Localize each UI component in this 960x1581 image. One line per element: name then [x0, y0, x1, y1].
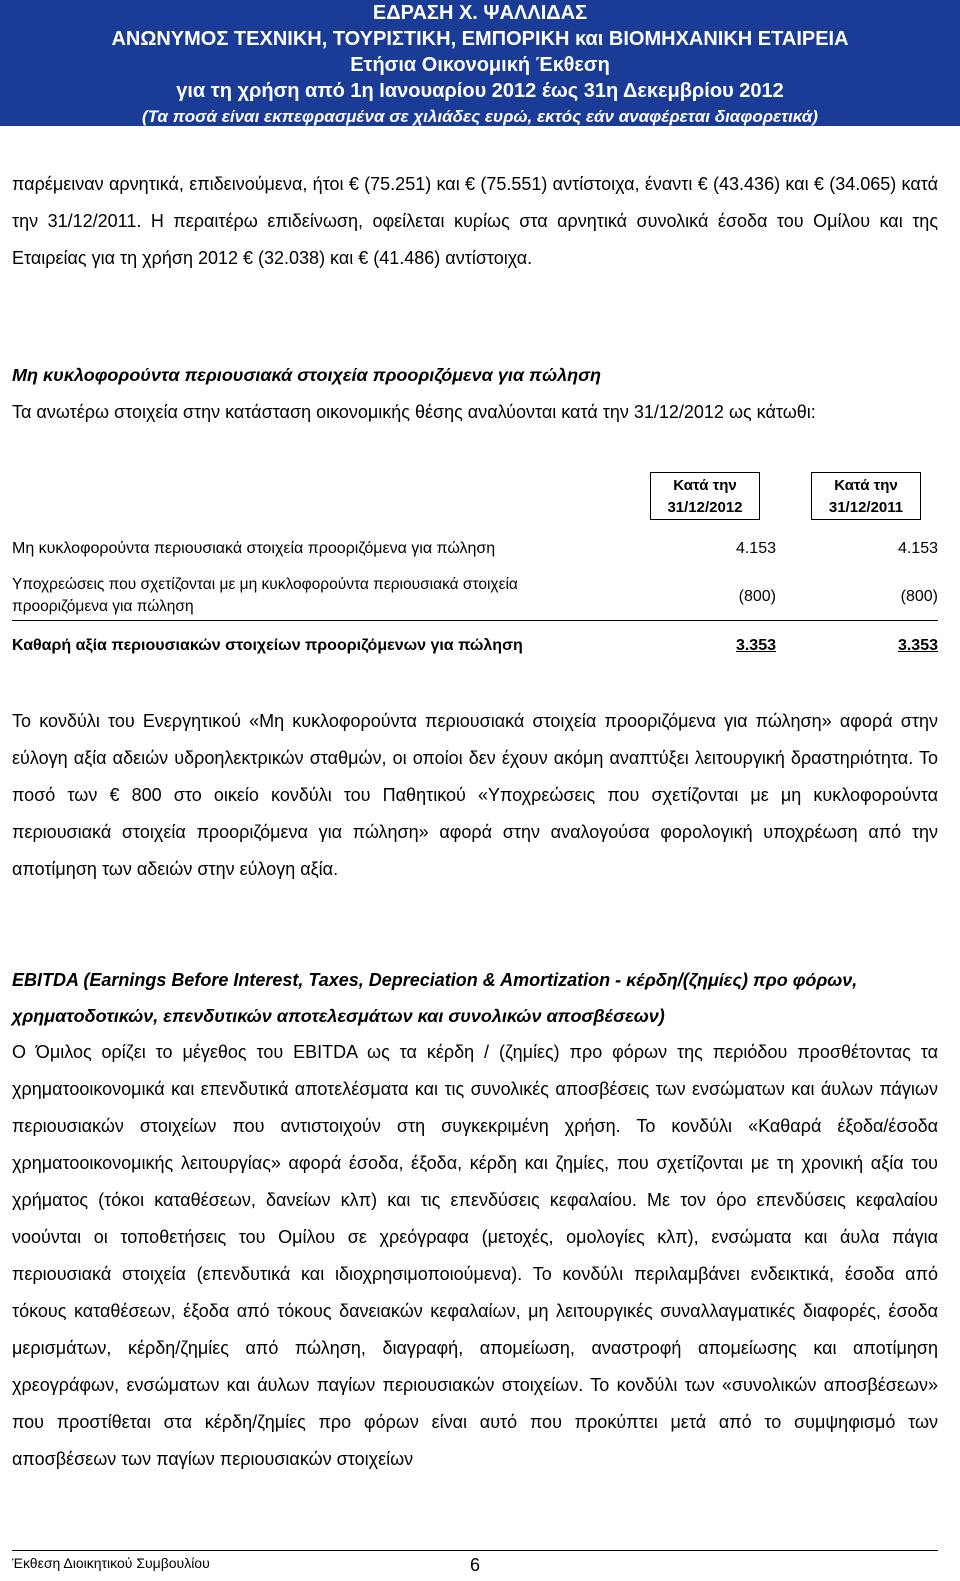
section-1-title: Μη κυκλοφορούντα περιουσιακά στοιχεία προοριζόμενα για πώληση: [12, 365, 602, 385]
section-1-intro: Τα ανωτέρω στοιχεία στην κατάσταση οικονομικής θέσης αναλύονται κατά την 31/12/2012 ως κάτωθι:: [12, 402, 816, 422]
paragraph-2: Το κονδύλι του Ενεργητικού «Μη κυκλοφορούντα περιουσιακά στοιχεία προοριζόμενα για πώληση» αφορά στην εύλογη αξία αδειών υδροηλεκτρικών σταθμών, οι οποίοι δεν έχουν ακόμη αναπτύξει λειτουργική δραστηριότητα. Το ποσό των € 800 στο οικείο κονδύλι του Παθητικού «Υποχρεώσεις που σχετίζονται με μη κυκλοφορούντα περιουσιακά στοιχεία προοριζόμενα για πώληση» αφορά στην αναλογούσα φορολογική υποχρέωση από την αποτίμηση των αδειών στην εύλογη αξία.: [12, 711, 938, 879]
page-footer: [12, 1550, 938, 1581]
company-type: ΑΝΩΝΥΜΟΣ ΤΕΧΝΙΚΗ, ΤΟΥΡΙΣΤΙΚΗ, ΕΜΠΟΡΙΚΗ και ΒΙΟΜΗΧΑΝΙΚΗ ΕΤΑΙΡΕΙΑ: [111, 28, 849, 50]
table-row: [12, 576, 938, 621]
company-name: ΕΔΡΑΣΗ Χ. ΨΑΛΛΙΔΑΣ: [372, 2, 588, 24]
row-value-2011: 4.153: [897, 540, 938, 557]
row-value-2012: 3.353: [735, 637, 776, 654]
report-period: για τη χρήση από 1η Ιανουαρίου 2012 έως 31η Δεκεμβρίου 2012: [176, 80, 784, 102]
section-2-block: [12, 962, 938, 1478]
column-header-2012: [650, 472, 760, 520]
row-label: Μη κυκλοφορούντα περιουσιακά στοιχεία προοριζόμενα για πώληση: [12, 540, 496, 557]
column-header-2012-line1: Κατά την: [673, 477, 737, 494]
row-label-line1: Υποχρεώσεις που σχετίζονται με μη κυκλοφορούντα περιουσιακά στοιχεία: [12, 576, 518, 593]
row-value-2012: (800): [738, 588, 776, 605]
document-header: [0, 0, 960, 126]
row-value-2011: 3.353: [897, 637, 938, 654]
paragraph-1: παρέμειναν αρνητικά, επιδεινούμενα, ήτοι € (75.251) και € (75.551) αντίστοιχα, έναντι € (43.436) και € (34.065) κατά την 31/12/2011. Η περαιτέρω επιδείνωση, οφείλεται κυρίως στα αρνητικά συνολικά έσοδα του Ομίλου και της Εταιρείας για τη χρήση 2012 € (32.038) και € (41.486) αντίστοιχα.: [12, 174, 938, 268]
row-value-2012: 4.153: [735, 540, 776, 557]
footer-title: Έκθεση Διοικητικού Συμβουλίου: [12, 1555, 210, 1571]
assets-held-for-sale-table: [12, 472, 938, 672]
paragraph-3: Ο Όμιλος ορίζει το μέγεθος του EBITDA ως τα κέρδη / (ζημίες) προ φόρων της περιόδου προσθέτοντας τα χρηματοοικονομικά και επενδυτικά αποτελέσματα και τις συνολικές αποσβέσεις των ενσώματων και άυλων πάγιων περιουσιακών στοιχείων που αντιστοιχούν στη συγκεκριμένη χρήση. Το κονδύλι «Καθαρά έξοδα/έσοδα χρηματοοικονομικής λειτουργίας» αφορά έσοδα, έξοδα, κέρδη και ζημίες, που σχετίζονται με τη χρονική αξία του χρήματος (τόκοι καταθέσεων, δανείων κλπ) και τις επενδύσεις κεφαλαίου. Με τον όρο επενδύσεις κεφαλαίου νοούνται οι τοποθετήσεις του Ομίλου σε χρεόγραφα (μετοχές, ομολογίες κλπ), ενσώματα και άυλα πάγια περιουσιακά στοιχεία (επενδυτικά και ιδιοχρησιμοποιούμενα). Το κονδύλι περιλαμβάνει ενδεικτικά, έσοδα από τόκους καταθέσεων, έξοδα από τόκους δανειακών κεφαλαίων, μη λειτουργικές συναλλαγματικές διαφορές, έσοδα μερισμάτων, κέρδη/ζημίες από πώληση, διαγραφή, απομείωση, αναστροφή απομείωσης και αποτίμηση χρεογράφων, ενσώματων και άυλων παγίων περιουσιακών στοιχείων. Το κονδύλι των «συνολικών αποσβέσεων» που προστίθεται στα κέρδη/ζημίες προ φόρων είναι αυτό που προκύπτει μετά από το συμψηφισμό των αποσβέσεων των παγίων περιουσιακών στοιχείων: [12, 1042, 938, 1469]
column-header-2011-line2: 31/12/2011: [828, 499, 904, 516]
column-header-2011-line1: Κατά την: [834, 477, 898, 494]
column-header-2011: [811, 472, 921, 520]
currency-note: (Τα ποσά είναι εκπεφρασμένα σε χιλιάδες ευρώ, εκτός εάν αναφέρεται διαφορετικά): [142, 107, 818, 126]
report-title: Ετήσια Οικονομική Έκθεση: [350, 54, 610, 76]
section-1-block: [12, 360, 938, 431]
row-label-line2: προοριζόμενα για πώληση: [12, 598, 194, 615]
row-label: Καθαρή αξία περιουσιακών στοιχείων προοριζόμενων για πώληση: [12, 637, 523, 654]
paragraph-2-block: [12, 703, 938, 888]
paragraph-1-block: [12, 166, 938, 277]
page-number: 6: [470, 1555, 481, 1575]
section-2-title: EBITDA (Earnings Before Interest, Taxes, Depreciation & Amortization - κέρδη/(ζημίες) προ φόρων, χρηματοδοτικών, επενδυτικών αποτελεσμάτων και συνολικών αποσβέσεων): [12, 970, 858, 1026]
row-value-2011: (800): [900, 588, 938, 605]
column-header-2012-line2: 31/12/2012: [667, 499, 743, 516]
